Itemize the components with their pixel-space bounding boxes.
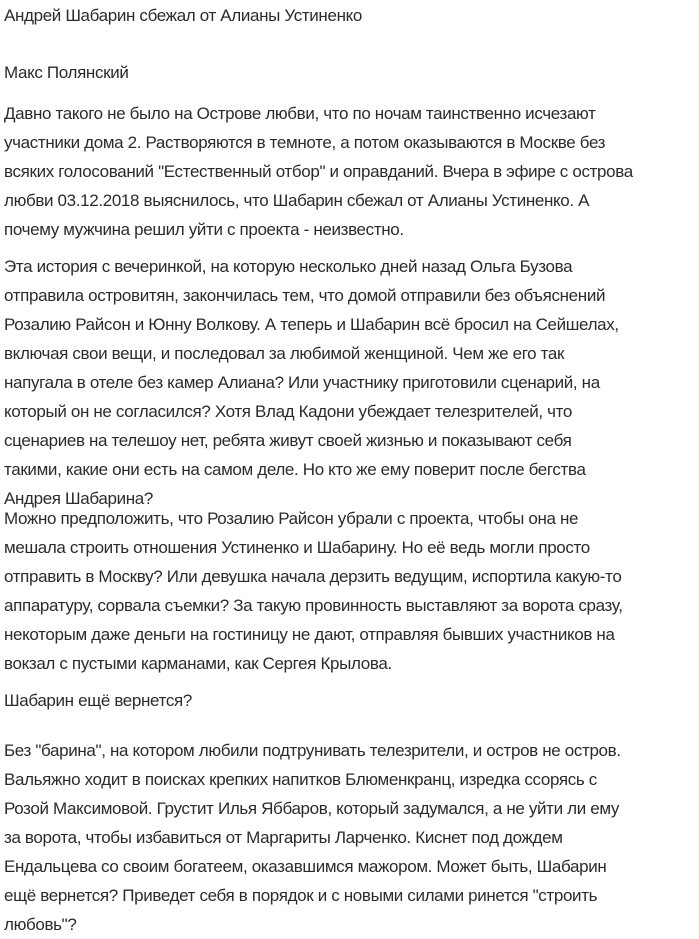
- text-line: Вальяжно ходит в поисках крепких напитков Блюменкранц, изредка ссорясь с: [4, 770, 597, 789]
- text-line: отправила островитян, закончилась тем, что домой отправили без объяснений: [4, 286, 606, 305]
- paragraph-3: [4, 504, 699, 678]
- text-line: Андрея Шабарина?: [4, 489, 153, 508]
- text-line: сценариев на телешоу нет, ребята живут своей жизнью и показывают себя: [4, 431, 572, 450]
- text-line: вокзал с пустыми карманами, как Сергея Крылова.: [4, 654, 392, 673]
- text-line: Можно предположить, что Розалию Райсон убрали с проекта, чтобы она не: [4, 509, 579, 528]
- text-line: всяких голосований "Естественный отбор" и оправданий. Вчера в эфире с острова: [4, 162, 633, 181]
- paragraph-1: [4, 99, 699, 244]
- article-author: [4, 58, 699, 87]
- text-line: включая свои вещи, и последовал за любимой женщиной. Чем же его так: [4, 344, 565, 363]
- text-line: Розой Максимовой. Грустит Илья Яббаров, который задумался, а не уйти ли ему: [4, 799, 619, 818]
- text-line: почему мужчина решил уйти с проекта - неизвестно.: [4, 220, 404, 239]
- paragraph-4: [4, 736, 699, 939]
- text-line: ещё вернется? Приведет себя в порядок и с новыми силами ринется "строить: [4, 886, 598, 905]
- text-line: некоторым даже деньги на гостиницу не дают, отправляя бывших участников на: [4, 625, 615, 644]
- text-line: Розалию Райсон и Юнну Волкову. А теперь и Шабарин всё бросил на Сейшелах,: [4, 315, 619, 334]
- text-line: любовь"?: [4, 915, 77, 934]
- text-line: напугала в отеле без камер Алиана? Или участнику приготовили сценарий, на: [4, 373, 600, 392]
- author-text: Макс Полянский: [4, 63, 129, 82]
- text-line: такими, какие они есть на самом деле. Но кто же ему поверит после бегства: [4, 460, 586, 479]
- text-line: отправить в Москву? Или девушка начала дерзить ведущим, испортила какую-то: [4, 567, 622, 586]
- text-line: который он не согласился? Хотя Влад Кадони убеждает телезрителей, что: [4, 402, 573, 421]
- text-line: за ворота, чтобы избавиться от Маргариты Ларченко. Киснет под дождем: [4, 828, 563, 847]
- subheading: [4, 686, 699, 715]
- text-line: Эта история с вечеринкой, на которую несколько дней назад Ольга Бузова: [4, 257, 573, 276]
- text-line: аппаратуру, сорвала съемки? За такую провинность выставляют за ворота сразу,: [4, 596, 623, 615]
- text-line: Ендальцева со своим богатеем, оказавшимся мажором. Может быть, Шабарин: [4, 857, 607, 876]
- article-title: [4, 1, 699, 30]
- text-line: Давно такого не было на Острове любви, что по ночам таинственно исчезают: [4, 104, 596, 123]
- paragraph-2: [4, 252, 699, 513]
- text-line: мешала строить отношения Устиненко и Шабарину. Но её ведь могли просто: [4, 538, 590, 557]
- text-line: Без "барина", на котором любили подтрунивать телезрители, и остров не остров.: [4, 741, 621, 760]
- text-line: участники дома 2. Растворяются в темноте, а потом оказываются в Москве без: [4, 133, 606, 152]
- subheading-text: Шабарин ещё вернется?: [4, 691, 192, 710]
- text-line: любви 03.12.2018 выяснилось, что Шабарин сбежал от Алианы Устиненко. А: [4, 191, 590, 210]
- title-text: Андрей Шабарин сбежал от Алианы Устиненко: [4, 6, 362, 25]
